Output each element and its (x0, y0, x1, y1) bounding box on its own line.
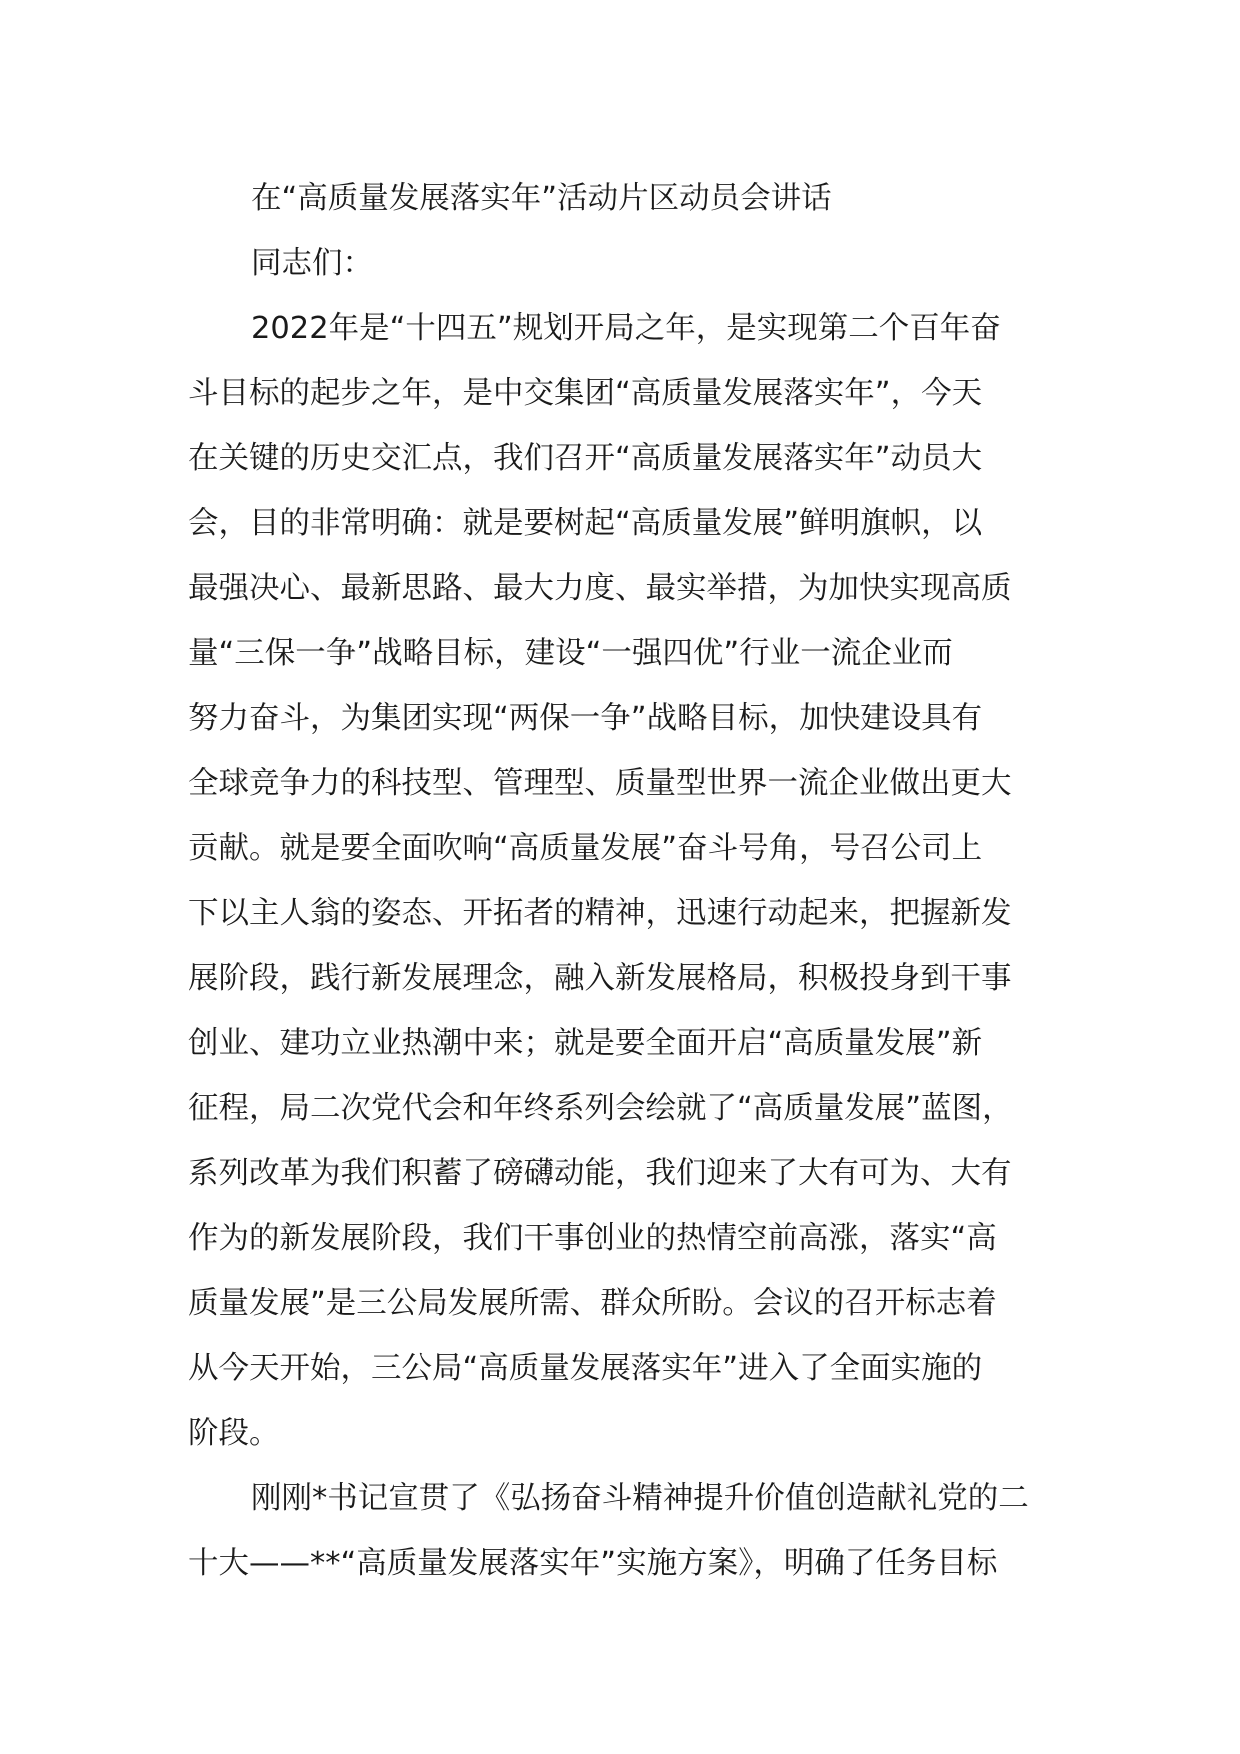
paragraph-line: 作为的新发展阶段，我们干事创业的热情空前高涨，落实“高 (188, 1221, 997, 1256)
paragraph-line: 十大——**“高质量发展落实年”实施方案》，明确了任务目标 (188, 1546, 998, 1581)
paragraph-2 (188, 1466, 1064, 1596)
paragraph-line: 阶段。 (188, 1416, 280, 1451)
paragraph-line: 系列改革为我们积蓄了磅礴动能，我们迎来了大有可为、大有 (188, 1156, 1012, 1191)
paragraph-line: 质量发展”是三公局发展所需、群众所盼。会议的召开标志着 (188, 1286, 997, 1321)
paragraph-line: 在关键的历史交汇点，我们召开“高质量发展落实年”动员大 (188, 441, 983, 476)
paragraph-line: 征程，局二次党代会和年终系列会绘就了“高质量发展”蓝图， (188, 1091, 1013, 1126)
paragraph-line: 展阶段，践行新发展理念，融入新发展格局，积极投身到干事 (188, 961, 1012, 996)
paragraph-line: 贡献。就是要全面吹响“高质量发展”奋斗号角，号召公司上 (188, 831, 983, 866)
paragraph-line: 斗目标的起步之年，是中交集团“高质量发展落实年”，今天 (188, 376, 983, 411)
document-body (188, 166, 1064, 1596)
paragraph-line: 创业、建功立业热潮中来；就是要全面开启“高质量发展”新 (188, 1026, 983, 1061)
paragraph-line: 努力奋斗，为集团实现“两保一争”战略目标，加快建设具有 (188, 701, 983, 736)
paragraph-line: 2022年是“十四五”规划开局之年，是实现第二个百年奋 (251, 311, 1001, 346)
document-title: 在“高质量发展落实年”活动片区动员会讲话 (251, 181, 832, 216)
paragraph-line: 全球竞争力的科技型、管理型、质量型世界一流企业做出更大 (188, 766, 1012, 801)
paragraph-line: 最强决心、最新思路、最大力度、最实举措，为加快实现高质 (188, 571, 1012, 606)
paragraph-line: 从今天开始，三公局“高质量发展落实年”进入了全面实施的 (188, 1351, 983, 1386)
paragraph-1 (188, 296, 1064, 1466)
paragraph-line: 刚刚*书记宣贯了《弘扬奋斗精神提升价值创造献礼党的二 (251, 1481, 1029, 1516)
paragraph-line: 下以主人翁的姿态、开拓者的精神，迅速行动起来，把握新发 (188, 896, 1012, 931)
paragraph-line: 会，目的非常明确：就是要树起“高质量发展”鲜明旗帜，以 (188, 506, 983, 541)
salutation: 同志们： (251, 246, 373, 281)
paragraph-line: 量“三保一争”战略目标，建设“一强四优”行业一流企业而 (188, 636, 953, 671)
